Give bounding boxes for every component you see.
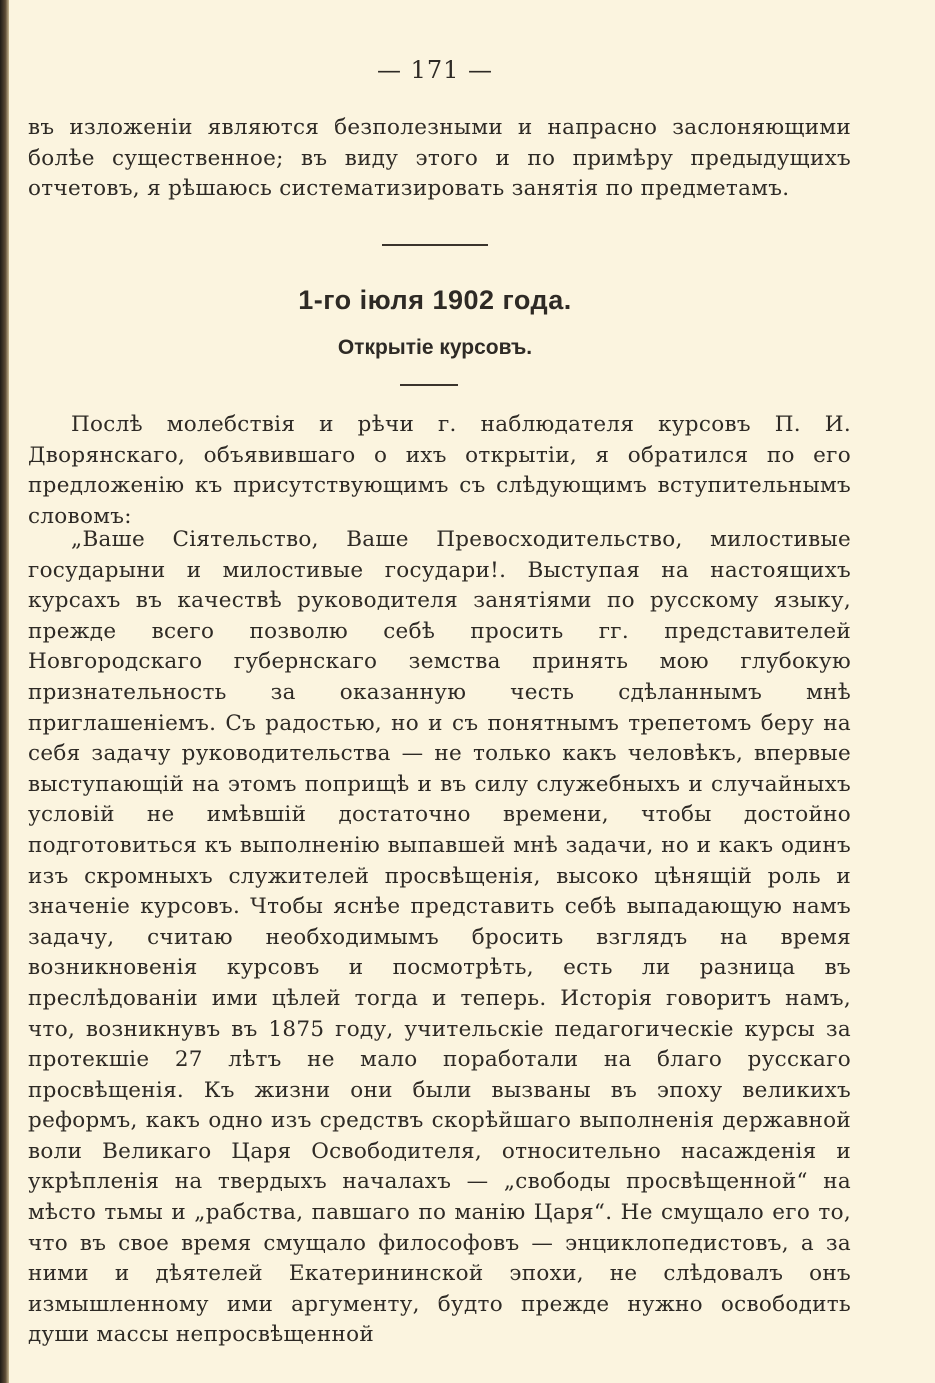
section-heading-date: 1-го іюля 1902 года. (298, 285, 572, 315)
page-number: — 171 — (376, 56, 494, 84)
section-divider-short (400, 384, 458, 386)
paragraph-1-text: Послѣ молебствія и рѣчи г. наблюдателя курсовъ П. И. Дворянскаго, объявившаго о ихъ открытіи, я обратился по его предложенію къ присутствующимъ съ слѣдующимъ вступительнымъ словомъ: (28, 412, 851, 529)
paragraph-speech (28, 525, 851, 1351)
intro-paragraph (28, 113, 851, 205)
section-subheading: Открытіе курсовъ. (337, 336, 533, 359)
paragraph-2-text: „Ваше Сіятельство, Ваше Превосходительство, милостивые государыни и милостивые государи!. Выступая на настоящихъ курсахъ въ качествѣ руководителя занятіями по русскому языку, прежде всего позволю себѣ просить гг. представителей Новгородскаго губернскаго земства принять мою глубокую признательность за оказанную честь сдѣланнымъ мнѣ приглашеніемъ. Съ радостью, но и съ понятнымъ трепетомъ беру на себя задачу руководительства — не только какъ человѣкъ, впервые выступающій на этомъ поприщѣ и въ силу служебныхъ и случайныхъ условій не имѣвшій достаточно времени, чтобы достойно подготовиться къ выполненію выпавшей мнѣ задачи, но и какъ одинъ изъ скромныхъ служителей просвѣщенія, высоко цѣнящій роль и значеніе курсовъ. Чтобы яснѣе представить себѣ выпадающую намъ задачу, считаю необходимымъ бросить взглядъ на время возникновенія курсовъ и посмотрѣть, есть ли разница въ преслѣдованіи ими цѣлей тогда и теперь. Исторія говоритъ намъ, что, возникнувъ въ 1875 году, учительскіе педагогическіе курсы за протекшіе 27 лѣтъ не мало поработали на благо русскаго просвѣщенія. Къ жизни они были вызваны въ эпоху великихъ реформъ, какъ одно изъ средствъ скорѣйшаго выполненія державной воли Великаго Царя Освободителя, относительно насажденія и укрѣпленія на твердыхъ началахъ — „свободы просвѣщенной“ на мѣсто тьмы и „рабства, павшаго по манію Царя“. Не смущало его то, что въ свое время смущало философовъ — энциклопедистовъ, а за ними и дѣятелей Екатерининской эпохи, не слѣдовалъ онъ измышленному ими аргументу, будто прежде нужно освободить души массы непросвѣщенной (28, 527, 851, 1348)
intro-text: въ изложеніи являются безполезными и напрасно заслоняющими болѣе существенное; въ виду этого и по примѣру предыдущихъ отчетовъ, я рѣшаюсь систематизировать занятія по предметамъ. (28, 115, 851, 202)
paragraph-opening (28, 410, 851, 532)
section-divider-long (382, 244, 488, 246)
